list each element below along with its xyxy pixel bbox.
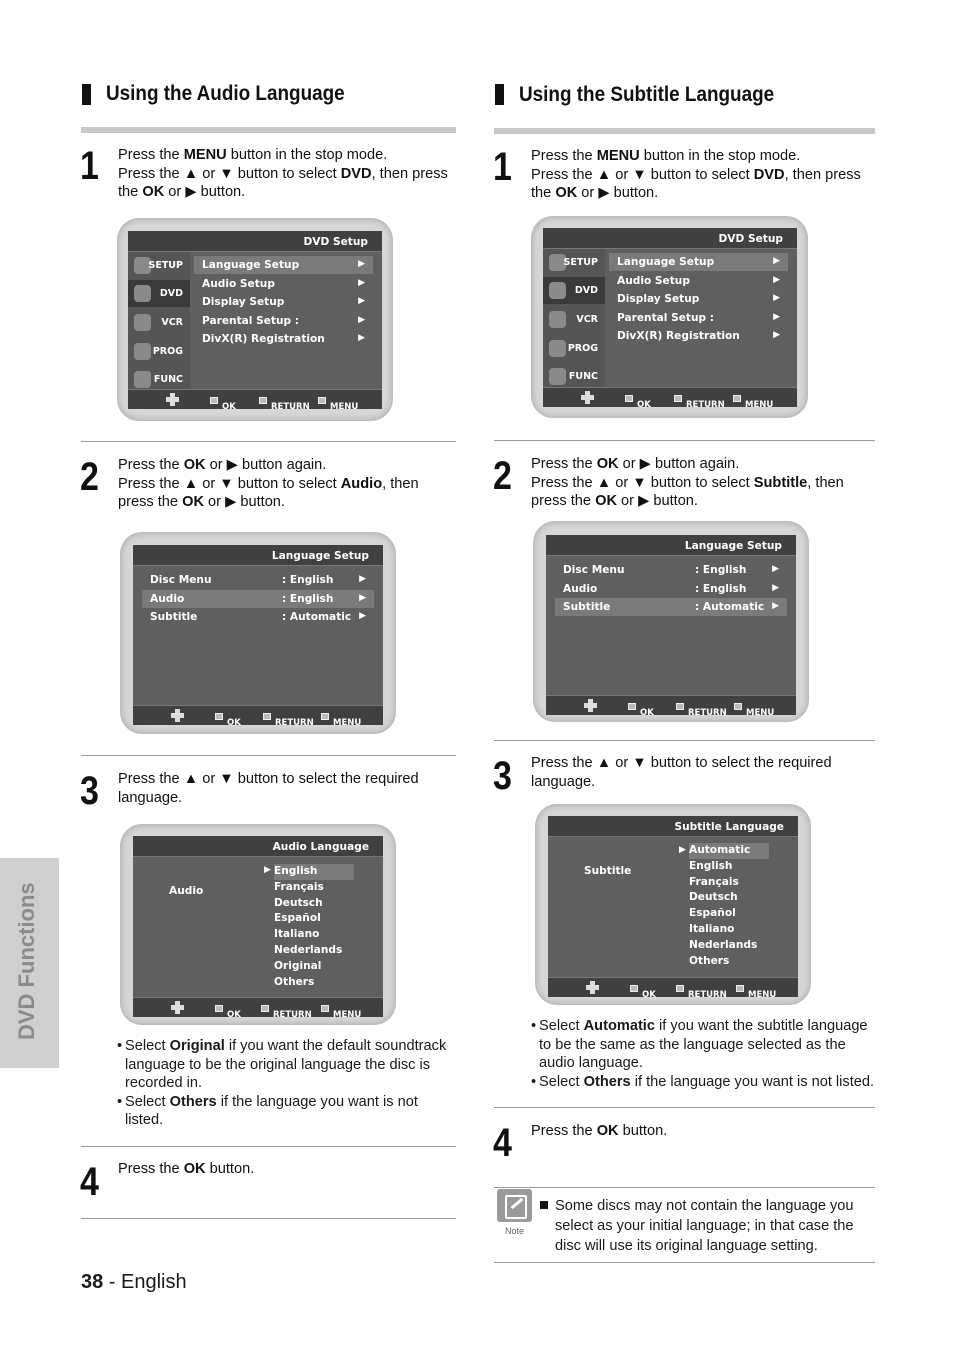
selector-arrow: ▶ [264, 865, 271, 875]
screen-header: Audio Language [272, 841, 369, 853]
side-dvd: DVD [543, 277, 605, 304]
screen-header: DVD Setup [718, 233, 783, 245]
step-3-text: Press the ▲ or ▼ button to select the required language. [531, 755, 832, 790]
step-4-text: Press the OK button. [531, 1123, 668, 1139]
dpad-icon [581, 391, 594, 404]
setting-row: Subtitle : Automatic ▶ [150, 611, 366, 623]
screen-footer: OK RETURN MENU [546, 695, 796, 715]
section-rule [494, 128, 875, 134]
dvd-setup-screen [543, 228, 797, 407]
chapter-tab [0, 858, 59, 1068]
section-marker [495, 84, 504, 105]
divider [494, 1107, 875, 1108]
side-setup: SETUP [128, 252, 190, 279]
step-number: 2 [493, 454, 512, 498]
note-icon [497, 1189, 532, 1222]
audio-language-list: English Français Deutsch Español Italiano Nederlands Original Others [274, 864, 354, 990]
menu-item: Display Setup ▶ [202, 296, 365, 308]
menu-item: Audio Setup ▶ [617, 275, 780, 287]
menu-item: Parental Setup : ▶ [617, 312, 780, 324]
screen-header: Language Setup [271, 550, 369, 562]
screen-footer: OK RETURN MENU [133, 997, 383, 1017]
step-2-text: Press the OK or ▶ button again. Press the ▲ or ▼ button to select Subtitle, then press the OK or ▶ button. [531, 456, 844, 509]
grid-icon [549, 368, 566, 385]
setting-row: Audio : English ▶ [563, 583, 779, 595]
step-number: 1 [80, 144, 99, 188]
disc-icon [134, 285, 151, 302]
section-marker [82, 84, 91, 105]
step-1-text: Press the MENU button in the stop mode. Press the ▲ or ▼ button to select DVD, then press the OK or ▶ button. [531, 148, 861, 201]
dpad-icon [171, 709, 184, 722]
divider [81, 441, 456, 442]
audio-label: Audio [169, 885, 204, 897]
screen-footer: OK RETURN MENU [128, 389, 382, 409]
divider [494, 740, 875, 741]
dvd-setup-screen [128, 231, 382, 409]
divider [494, 440, 875, 441]
menu-item: DivX(R) Registration ▶ [617, 330, 780, 342]
clock-icon [134, 343, 151, 360]
menu-item: Audio Setup ▶ [202, 278, 365, 290]
step-2-text: Press the OK or ▶ button again. Press the ▲ or ▼ button to select Audio, then press the OK or ▶ button. [118, 457, 419, 510]
step-number: 3 [493, 754, 512, 798]
divider [81, 1218, 456, 1219]
step-3-text: Press the ▲ or ▼ button to select the required language. [118, 771, 419, 806]
step-number: 4 [493, 1121, 512, 1165]
language-setup-screen [546, 535, 796, 715]
note-text: Some discs may not contain the language you select as your initial language; in that case the disc will use its original language setting. [540, 1196, 870, 1256]
side-vcr: VCR [543, 306, 605, 333]
chapter-tab-label: DVD Functions [14, 882, 39, 1040]
divider [81, 1146, 456, 1147]
screen-header: Language Setup [684, 540, 782, 552]
dpad-icon [166, 393, 179, 406]
subtitle-language-list: Automatic English Français Deutsch Español Italiano Nederlands Others [689, 843, 769, 969]
language-setup-screen [133, 545, 383, 725]
page-number: 38 - English [81, 1271, 187, 1293]
side-dvd: DVD [128, 280, 190, 307]
divider [81, 755, 456, 756]
divider [494, 1262, 875, 1263]
step-4-text: Press the OK button. [118, 1161, 255, 1177]
subtitle-notes: • Select Automatic if you want the subtitle language to be the same as the language selected as the audio language. • Select Others if the language you want is not listed. [531, 1017, 881, 1091]
selector-arrow: ▶ [679, 845, 686, 855]
menu-item: Display Setup ▶ [617, 293, 780, 305]
subtitle-label: Subtitle [584, 865, 632, 877]
side-func: FUNC [543, 363, 605, 390]
screen-footer: OK RETURN MENU [543, 387, 797, 407]
setup-sidebar [128, 252, 190, 389]
vcr-icon [549, 311, 566, 328]
step-number: 2 [80, 455, 99, 499]
menu-item: Language Setup ▶ [194, 256, 373, 274]
subtitle-section-title: Using the Subtitle Language [519, 83, 775, 106]
vcr-icon [134, 314, 151, 331]
note-label: Note [505, 1226, 525, 1236]
side-vcr: VCR [128, 309, 190, 336]
screen-header: Subtitle Language [674, 821, 784, 833]
dpad-icon [586, 981, 599, 994]
disc-icon [549, 282, 566, 299]
step-number: 4 [80, 1160, 99, 1204]
dpad-icon [584, 699, 597, 712]
setting-row: Subtitle : Automatic ▶ [555, 598, 787, 616]
screen-footer: OK RETURN MENU [133, 705, 383, 725]
dpad-icon [171, 1001, 184, 1014]
step-number: 1 [493, 145, 512, 189]
section-rule [81, 127, 456, 133]
audio-section-title: Using the Audio Language [106, 82, 345, 105]
grid-icon [134, 371, 151, 388]
menu-item: Parental Setup : ▶ [202, 315, 365, 327]
setup-sidebar [543, 249, 605, 387]
audio-notes: • Select Original if you want the default soundtrack language to be the original language the disc is recorded in. • Select Others if the language you want is not listed. [117, 1037, 462, 1130]
step-1-text: Press the MENU button in the stop mode. Press the ▲ or ▼ button to select DVD, then press the OK or ▶ button. [118, 147, 448, 200]
setting-row: Disc Menu : English ▶ [563, 564, 779, 576]
divider [494, 1187, 875, 1188]
subtitle-language-screen [548, 816, 798, 997]
menu-item: DivX(R) Registration ▶ [202, 333, 365, 345]
screen-footer: OK RETURN MENU [548, 977, 798, 997]
screen-header: DVD Setup [303, 236, 368, 248]
setting-row: Disc Menu : English ▶ [150, 574, 366, 586]
audio-language-screen [133, 836, 383, 1017]
step-number: 3 [80, 769, 99, 813]
menu-item: Language Setup ▶ [609, 253, 788, 271]
side-prog: PROG [543, 335, 605, 362]
clock-icon [549, 340, 566, 357]
setting-row: Audio : English ▶ [142, 590, 374, 608]
side-prog: PROG [128, 338, 190, 365]
side-setup: SETUP [543, 249, 605, 276]
side-func: FUNC [128, 366, 190, 393]
